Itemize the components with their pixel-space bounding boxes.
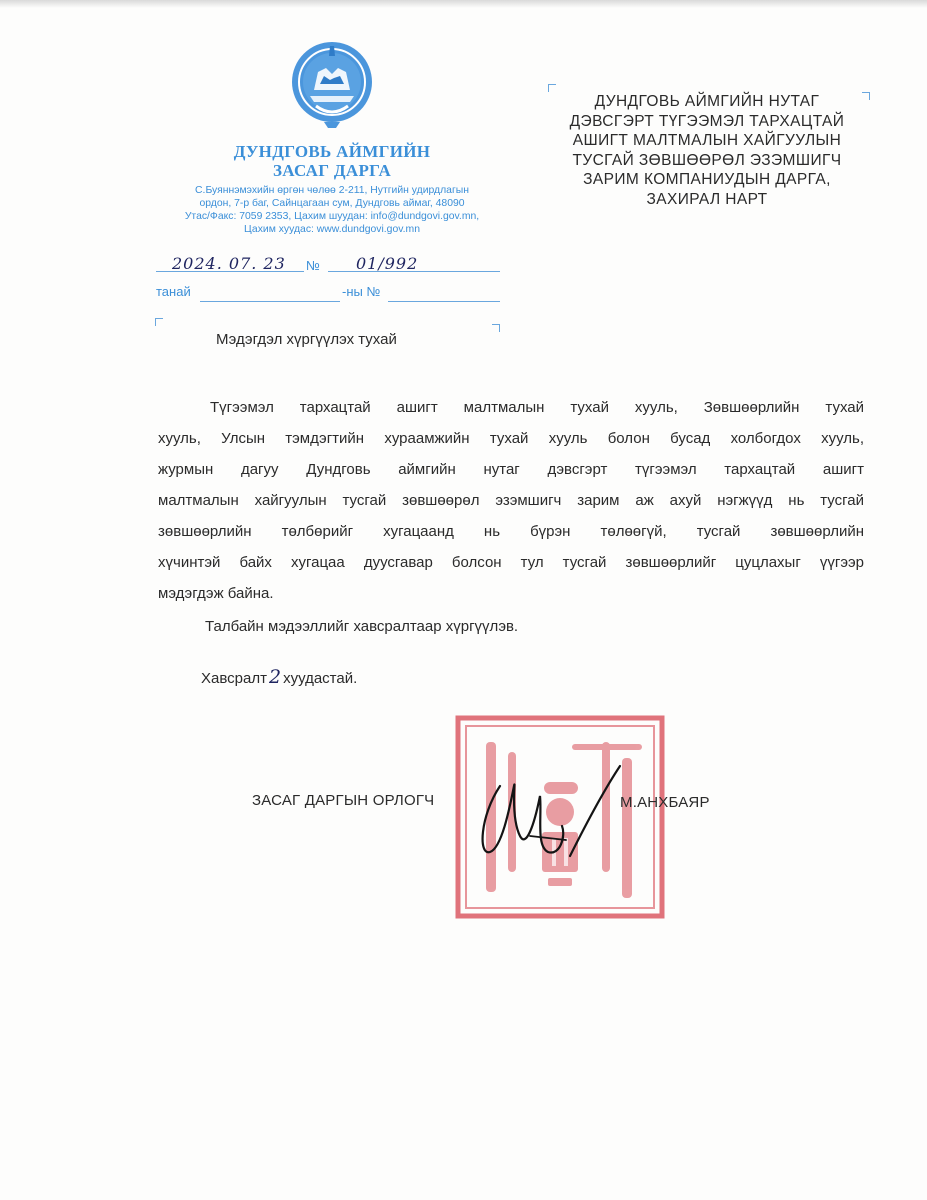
signatory-name: М.АНХБАЯР: [620, 794, 710, 811]
addressee-line: ЗАХИРАЛ НАРТ: [646, 190, 768, 208]
contact-block: [152, 184, 512, 236]
addressee-block: [537, 92, 877, 209]
reference-line-date: [156, 254, 501, 274]
contact-line: С.Буяннэмэхийн өргөн чөлөө 2-211, Нутгийн удирдлагын: [195, 185, 469, 196]
addressee-line: ТУСГАЙ ЗӨВШӨӨРӨЛ ЭЗЭМШИГЧ: [572, 151, 842, 169]
organization-name-line1: ДУНДГОВЬ АЙМГИЙН: [233, 142, 431, 161]
attachment-note: [201, 666, 357, 688]
addressee-line: ЗАРИМ КОМПАНИУДЫН ДАРГА,: [583, 171, 831, 188]
addressee-line: АШИГТ МАЛТМАЛЫН ХАЙГУУЛЫН: [572, 132, 842, 149]
handwritten-signature-icon: [470, 756, 630, 876]
attachment-count: 2: [268, 666, 282, 688]
reference-number: 01/992: [356, 254, 419, 273]
organization-name: [196, 142, 468, 180]
contact-line: Утас/Факс: 7059 2353, Цахим шуудан: info@dundgovi.gov.mn,: [184, 211, 480, 222]
organization-name-line2: ЗАСАГ ДАРГА: [272, 161, 392, 180]
body-line: хууль, Улсын тэмдэгтийн хураамжийн тухай хууль болон бусад холбогдох хууль,: [158, 430, 864, 447]
body-line: хүчинтэй байх хугацаа дуусгавар болсон тул тусгай зөвшөөрлийг цуцлахыг үүгээр: [158, 554, 864, 571]
yours-label: танай: [156, 284, 191, 299]
subject-corner-mark: [492, 324, 500, 332]
contact-line: ордон, 7-р баг, Сайнцагаан сум, Дундговь аймаг, 48090: [199, 198, 465, 209]
addressee-line: ДЭВСГЭРТ ТҮГЭЭМЭЛ ТАРХАЦТАЙ: [569, 112, 845, 130]
body-line: журмын дагуу Дундговь аймгийн нутаг дэвсгэрт түгээмэл тархацтай ашигт: [158, 461, 864, 478]
addressee-line: ДУНДГОВЬ АЙМГИЙН НУТАГ: [594, 93, 820, 110]
addressee-corner-mark: [548, 84, 556, 92]
body-line: зөвшөөрлийн төлбөрийг хугацаанд нь бүрэн төлөөгүй, тусгай зөвшөөрлийн: [158, 523, 864, 540]
letter-body: [158, 392, 864, 609]
body-line: мэдэгдэж байна.: [158, 585, 274, 602]
scan-edge: [0, 0, 927, 8]
body-line: Түгээмэл тархацтай ашигт малтмалын тухай хууль, Зөвшөөрлийн тухай: [210, 399, 864, 416]
attachment-prefix: Хавсралт: [201, 670, 267, 687]
mongolia-state-emblem-icon: [290, 38, 374, 130]
subject-corner-mark: [155, 318, 163, 326]
reference-date: 2024. 07. 23: [172, 254, 286, 273]
attachment-suffix: хуудастай.: [283, 670, 358, 687]
contact-line: Цахим хуудас: www.dundgovi.gov.mn: [244, 224, 420, 235]
yours-number-label: -ны №: [342, 284, 381, 299]
body-line: малтмалын хайгуулын тусгай зөвшөөрөл эзэмшигч зарим аж ахуй нэгжүүд нь тусгай: [158, 492, 864, 509]
letter-paragraph: Талбайн мэдээллийг хавсралтаар хүргүүлэв.: [205, 618, 519, 635]
letter-subject: Мэдэгдэл хүргүүлэх тухай: [216, 331, 397, 348]
signatory-title: ЗАСАГ ДАРГЫН ОРЛОГЧ: [252, 792, 435, 809]
reference-line-yours: [156, 284, 501, 304]
reference-number-label: №: [306, 258, 320, 273]
